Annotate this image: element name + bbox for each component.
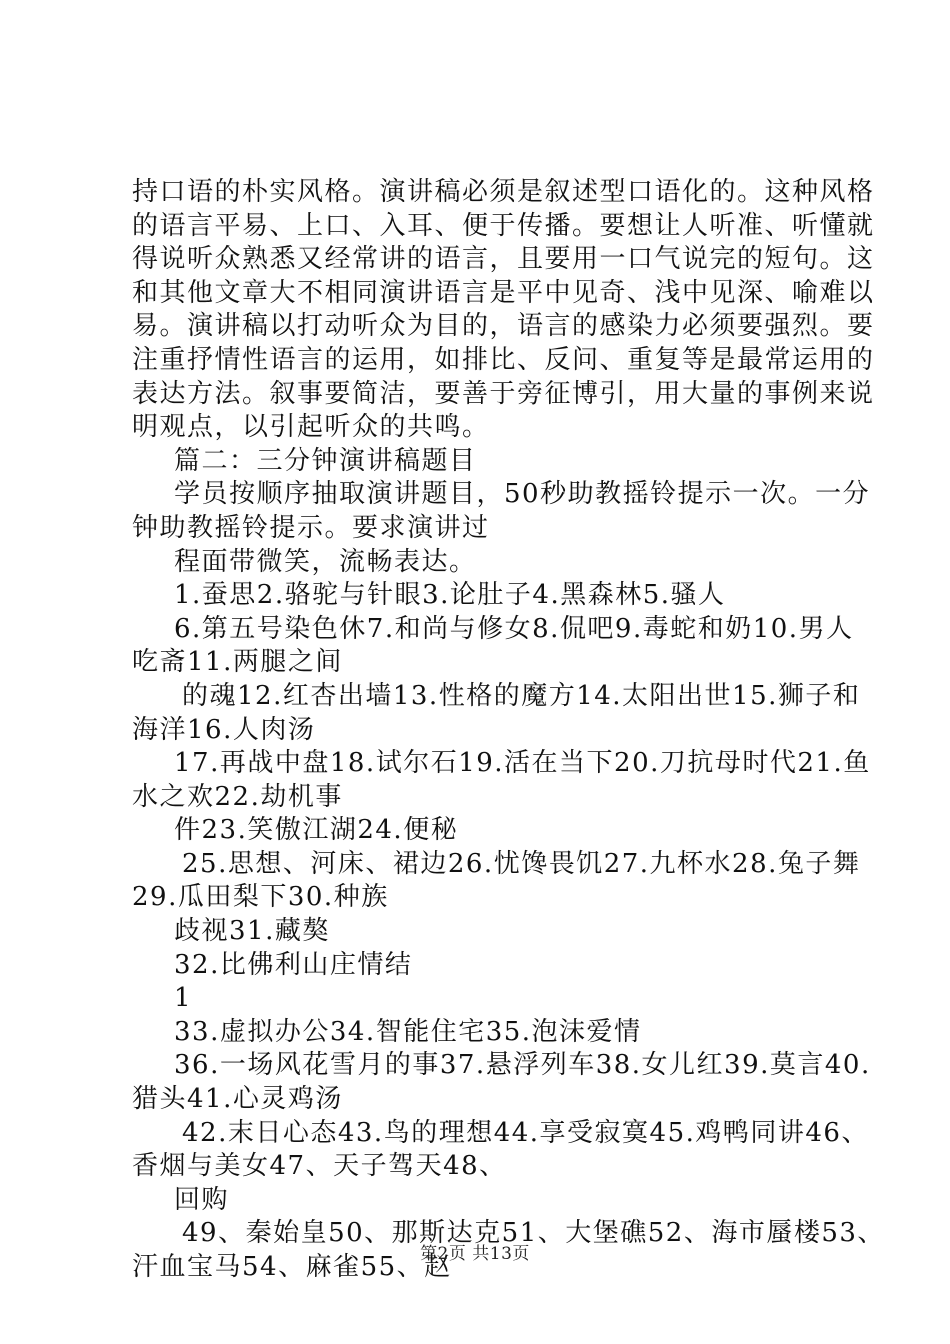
topic-list-line: 36.一场风花雪月的事37.悬浮列车38.女儿红39.莫言40. xyxy=(174,1050,871,1081)
text-line: 程面带微笑，流畅表达。 xyxy=(174,546,477,577)
topic-list-line: 49、秦始皇50、那斯达克51、大堡礁52、海市蜃楼53、 xyxy=(182,1218,885,1249)
topic-list-line: 水之欢22.劫机事 xyxy=(132,781,343,812)
topic-list-line: 吃斋11.两腿之间 xyxy=(132,647,343,678)
topic-list-line: 29.瓜田梨下30.种族 xyxy=(132,882,389,913)
topic-list-line: 32.比佛利山庄情结 xyxy=(174,949,413,980)
text-line: 和其他文章大不相同演讲语言是平中见奇、浅中见深、喻难以 xyxy=(132,277,875,308)
section-heading: 篇二：三分钟演讲稿题目 xyxy=(174,445,477,476)
text-line: 注重抒情性语言的运用，如排比、反问、重复等是最常运用的 xyxy=(132,344,875,375)
topic-list-line: 回购 xyxy=(174,1184,230,1215)
text-line: 钟助教摇铃提示。要求演讲过 xyxy=(132,512,490,543)
text-line: 表达方法。叙事要简洁，要善于旁征博引，用大量的事例来说 xyxy=(132,378,875,409)
page-footer: 第2页 共13页 xyxy=(420,1244,530,1264)
topic-list-line: 25.思想、河床、裙边26.忧馋畏饥27.九杯水28.兔子舞 xyxy=(182,848,861,879)
page-number-inline: 1 xyxy=(174,983,193,1014)
topic-list-line: 香烟与美女47、天子驾天48、 xyxy=(132,1151,507,1182)
topic-list-line: 1.蚕思2.骆驼与针眼3.论肚子4.黑森林5.骚人 xyxy=(174,580,726,611)
text-line: 得说听众熟悉又经常讲的语言，且要用一口气说完的短句。这 xyxy=(132,244,875,275)
topic-list-line: 汗血宝马54、麻雀55、赵 xyxy=(132,1252,452,1282)
topic-list-line: 6.第五号染色休7.和尚与修女8.侃吧9.毒蛇和奶10.男人 xyxy=(174,613,854,644)
body-text xyxy=(132,176,885,1285)
text-line: 学员按顺序抽取演讲题目，50秒助教摇铃提示一次。一分 xyxy=(174,479,871,510)
topic-list-line: 海洋16.人肉汤 xyxy=(132,714,316,745)
topic-list-line: 猎头41.心灵鸡汤 xyxy=(132,1084,343,1115)
text-line: 明观点，以引起听众的共鸣。 xyxy=(132,412,490,443)
topic-list-line: 的魂12.红杏出墙13.性格的魔方14.太阳出世15.狮子和 xyxy=(182,680,861,711)
topic-list-line: 33.虚拟办公34.智能住宅35.泡沫爱情 xyxy=(174,1016,642,1047)
topic-list-line: 42.末日心态43.鸟的理想44.享受寂寞45.鸡鸭同讲46、 xyxy=(182,1117,869,1148)
topic-list-line: 17.再战中盘18.试尔石19.活在当下20.刀抗母时代21.鱼 xyxy=(174,748,871,779)
text-line: 持口语的朴实风格。演讲稿必须是叙述型口语化的。这种风格 xyxy=(132,177,875,207)
text-line: 的语言平易、上口、入耳、便于传播。要想让人听准、听懂就 xyxy=(132,210,875,241)
text-line: 易。演讲稿以打动听众为目的，语言的感染力必须要强烈。要 xyxy=(132,311,875,342)
topic-list-line: 歧视31.藏獒 xyxy=(174,916,330,947)
topic-list-line: 件23.笑傲江湖24.便秘 xyxy=(174,815,459,846)
